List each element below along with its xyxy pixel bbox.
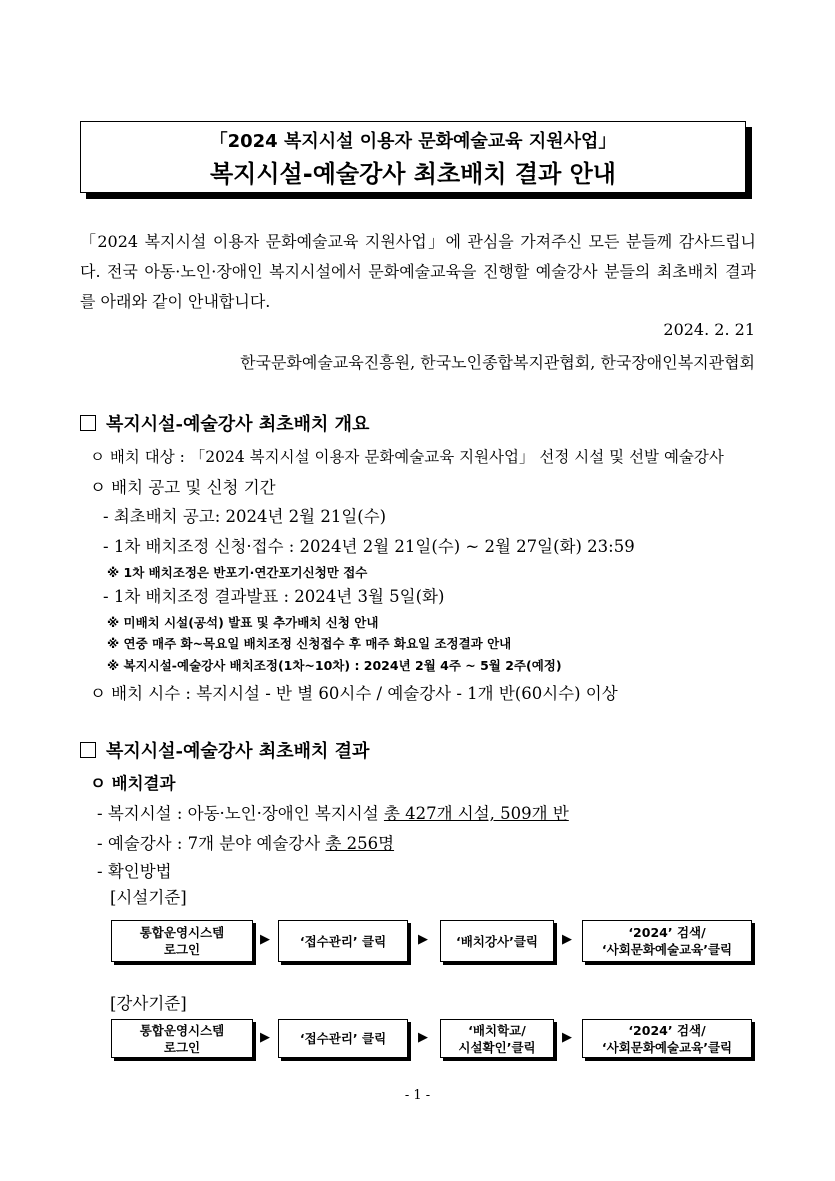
section-2-heading: 복지시설-예술강사 최초배치 결과 xyxy=(80,737,369,763)
facility-result: - 복지시설 : 아동·노인·장애인 복지시설 총 427개 시설, 509개 반 xyxy=(97,804,569,823)
instructor-label: [강사기준] xyxy=(110,994,187,1013)
result-subheading: ㅇ 배치결과 xyxy=(90,774,176,793)
intro-paragraph: 「2024 복지시설 이용자 문화예술교육 지원사업」에 관심을 가져주신 모든 분들께 감사드립니다. 전국 아동·노인·장애인 복지시설에서 문화예술교육을 진행할 예술강사 분들의 최초배치 결과를 아래와 같이 안내합니다. xyxy=(80,232,756,311)
announce-date: - 최초배치 공고: 2024년 2월 21일(수) xyxy=(103,507,387,526)
flow-box: ‘2024’ 검색/ ‘사회문화예술교육’클릭 xyxy=(582,920,752,962)
facility-label: [시설기준] xyxy=(110,888,187,907)
target-item: ㅇ 배치 대상 : 「2024 복지시설 이용자 문화예술교육 지원사업」 선정 시설 및 선발 예술강사 xyxy=(90,448,724,466)
apply-period: - 1차 배치조정 신청·접수 : 2024년 2월 21일(수) ~ 2월 27일(화) 23:59 xyxy=(103,537,635,556)
hours-item: ㅇ 배치 시수 : 복지시설 - 반 별 60시수 / 예술강사 - 1개 반(60시수) 이상 xyxy=(90,684,618,703)
flow-box: ‘2024’ 검색/ ‘사회문화예술교육’클릭 xyxy=(582,1019,752,1058)
date: 2024. 2. 21 xyxy=(663,320,755,339)
arrow-right-icon: ▶ xyxy=(418,932,428,947)
arrow-right-icon: ▶ xyxy=(562,932,572,947)
flow-box: ‘배치강사’클릭 xyxy=(440,920,554,962)
result-date: - 1차 배치조정 결과발표 : 2024년 3월 5일(화) xyxy=(103,587,445,606)
arrow-right-icon: ▶ xyxy=(562,1030,572,1045)
title-line-2: 복지시설-예술강사 최초배치 결과 안내 xyxy=(210,160,616,188)
title-box xyxy=(80,121,746,193)
note-1: ※ 1차 배치조정은 반포기·연간포기신청만 접수 xyxy=(107,565,368,580)
flow-box: ‘접수관리’ 클릭 xyxy=(278,920,408,962)
square-bullet-icon xyxy=(80,742,96,758)
arrow-right-icon: ▶ xyxy=(260,932,270,947)
page-number: - 1 - xyxy=(404,1088,431,1103)
arrow-right-icon: ▶ xyxy=(418,1030,428,1045)
organizations: 한국문화예술교육진흥원, 한국노인종합복지관협회, 한국장애인복지관협회 xyxy=(240,353,755,372)
note-4: ※ 복지시설-예술강사 배치조정(1차~10차) : 2024년 2월 4주 ~ 5월 2주(예정) xyxy=(107,658,562,673)
instructor-result: - 예술강사 : 7개 분야 예술강사 총 256명 xyxy=(97,834,395,853)
check-method: - 확인방법 xyxy=(97,862,172,881)
arrow-right-icon: ▶ xyxy=(260,1030,270,1045)
flow-box: ‘접수관리’ 클릭 xyxy=(278,1019,408,1058)
instructor-total: 총 256명 xyxy=(325,834,395,853)
flow-box: 통합운영시스템 로그인 xyxy=(111,920,253,962)
square-bullet-icon xyxy=(80,415,96,431)
note-3: ※ 연중 매주 화~목요일 배치조정 신청접수 후 매주 화요일 조정결과 안내 xyxy=(107,636,512,651)
section-1-heading: 복지시설-예술강사 최초배치 개요 xyxy=(80,410,369,436)
title-line-1: 「2024 복지시설 이용자 문화예술교육 지원사업」 xyxy=(209,131,617,152)
note-2: ※ 미배치 시설(공석) 발표 및 추가배치 신청 안내 xyxy=(107,615,379,630)
facility-total: 총 427개 시설, 509개 반 xyxy=(383,804,569,823)
flow-box: ‘배치학교/ 시설확인’클릭 xyxy=(440,1019,554,1058)
schedule-item: ㅇ 배치 공고 및 신청 기간 xyxy=(90,478,276,497)
flow-box: 통합운영시스템 로그인 xyxy=(111,1019,253,1058)
